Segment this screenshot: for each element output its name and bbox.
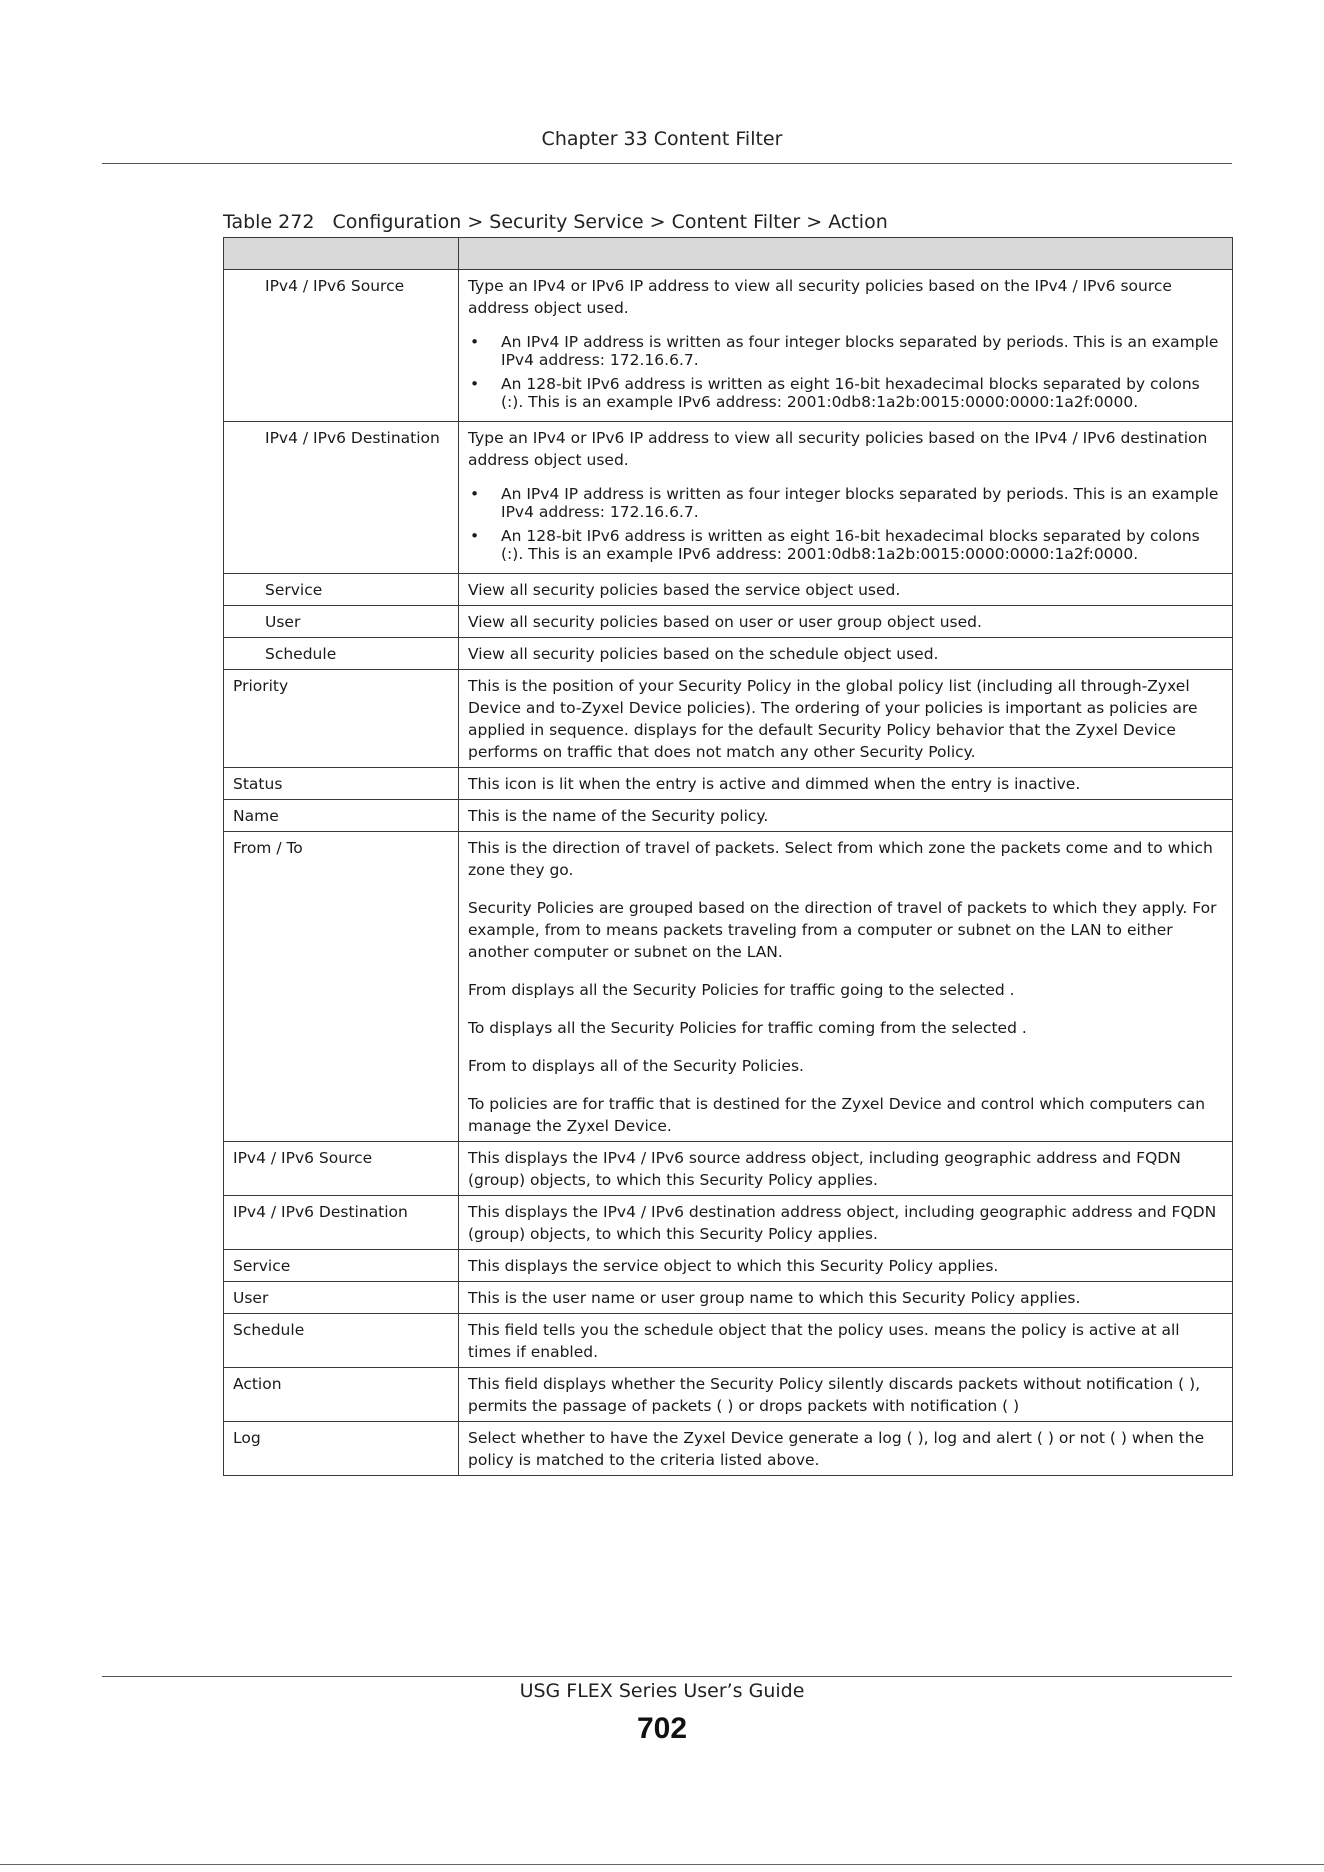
description-text: This is the position of your Security Policy in the global policy list (including all through-Zyxel Device and to-Zyxel Device policies). The ordering of your policies is important as policies are applied in sequence. displays for the default Security Policy behavior that the Zyxel Device performs on traffic that does not match any other Security Policy. bbox=[468, 677, 1198, 761]
row-label: Name bbox=[224, 800, 459, 832]
row-label: Schedule bbox=[224, 1314, 459, 1368]
table-caption-title: Configuration > Security Service > Content Filter > Action bbox=[332, 211, 888, 233]
table-row bbox=[224, 1142, 1233, 1196]
table-row bbox=[224, 832, 1233, 1142]
table-row bbox=[224, 574, 1233, 606]
footer-divider bbox=[102, 1676, 1232, 1677]
description-text: This is the name of the Security policy. bbox=[468, 807, 769, 825]
row-label: IPv4 / IPv6 Source bbox=[224, 1142, 459, 1196]
row-label: Priority bbox=[224, 670, 459, 768]
row-label: IPv4 / IPv6 Destination bbox=[224, 422, 459, 574]
row-label: Log bbox=[224, 1422, 459, 1476]
table-row bbox=[224, 1314, 1233, 1368]
row-label: IPv4 / IPv6 Destination bbox=[224, 1196, 459, 1250]
table-row bbox=[224, 422, 1233, 574]
table-row bbox=[224, 800, 1233, 832]
description-text: This is the direction of travel of packets. Select from which zone the packets come and to which zone they go. bbox=[468, 839, 1213, 879]
description-text: Type an IPv4 or IPv6 IP address to view all security policies based on the IPv4 / IPv6 source address object used. bbox=[468, 277, 1172, 317]
row-label: From / To bbox=[224, 832, 459, 1142]
row-label: Service bbox=[224, 574, 459, 606]
bullet-item: • An IPv4 IP address is written as four integer blocks separated by periods. This is an example IPv4 address: 172.16.6.7. bbox=[468, 485, 1223, 521]
row-description bbox=[459, 270, 1233, 422]
bullet-list bbox=[468, 485, 1223, 563]
row-description bbox=[459, 638, 1233, 670]
row-description bbox=[459, 1282, 1233, 1314]
bullet-list bbox=[468, 333, 1223, 411]
description-text: View all security policies based on the schedule object used. bbox=[468, 645, 939, 663]
bullet-item: • An 128-bit IPv6 address is written as eight 16-bit hexadecimal blocks separated by colons (:). This is an example IPv6 address: 2001:0db8:1a2b:0015:0000:0000:1a2f:0000. bbox=[468, 375, 1223, 411]
description-text: View all security policies based on user or user group object used. bbox=[468, 613, 982, 631]
row-description bbox=[459, 1250, 1233, 1282]
row-description bbox=[459, 1314, 1233, 1368]
row-description bbox=[459, 422, 1233, 574]
bullet-item: • An 128-bit IPv6 address is written as eight 16-bit hexadecimal blocks separated by colons (:). This is an example IPv6 address: 2001:0db8:1a2b:0015:0000:0000:1a2f:0000. bbox=[468, 527, 1223, 563]
description-text: This displays the IPv4 / IPv6 destination address object, including geographic address and FQDN (group) objects, to which this Security Policy applies. bbox=[468, 1203, 1217, 1243]
table-row bbox=[224, 606, 1233, 638]
bottom-edge-line bbox=[0, 1864, 1324, 1865]
table-row bbox=[224, 1196, 1233, 1250]
description-text: Type an IPv4 or IPv6 IP address to view all security policies based on the IPv4 / IPv6 destination address object used. bbox=[468, 429, 1208, 469]
row-description bbox=[459, 606, 1233, 638]
header-divider bbox=[102, 163, 1232, 164]
description-text: From to displays all of the Security Policies. bbox=[468, 1057, 804, 1075]
table-row bbox=[224, 638, 1233, 670]
header-cell-label bbox=[224, 238, 459, 270]
description-text: This field displays whether the Security Policy silently discards packets without notification ( ), permits the passage of packets ( ) or drops packets with notification ( ) bbox=[468, 1375, 1201, 1415]
row-label: Schedule bbox=[224, 638, 459, 670]
table-caption-number: Table 272 bbox=[223, 211, 315, 233]
table-caption bbox=[223, 211, 888, 233]
description-text: View all security policies based the service object used. bbox=[468, 581, 901, 599]
table-row bbox=[224, 768, 1233, 800]
page-number: 702 bbox=[636, 1712, 688, 1745]
description-text: This field tells you the schedule object that the policy uses. means the policy is active at all times if enabled. bbox=[468, 1321, 1180, 1361]
table-header-row bbox=[224, 238, 1233, 270]
table-row bbox=[224, 1368, 1233, 1422]
reference-table bbox=[223, 237, 1233, 1476]
row-description bbox=[459, 1368, 1233, 1422]
row-description bbox=[459, 768, 1233, 800]
row-description bbox=[459, 832, 1233, 1142]
row-label: Action bbox=[224, 1368, 459, 1422]
table-row bbox=[224, 1422, 1233, 1476]
table-row bbox=[224, 1250, 1233, 1282]
description-text: To displays all the Security Policies for traffic coming from the selected . bbox=[468, 1019, 1027, 1037]
chapter-header: Chapter 33 Content Filter bbox=[541, 128, 783, 150]
row-description bbox=[459, 574, 1233, 606]
row-description bbox=[459, 1196, 1233, 1250]
description-text: This displays the IPv4 / IPv6 source address object, including geographic address and FQDN (group) objects, to which this Security Policy applies. bbox=[468, 1149, 1181, 1189]
row-label: IPv4 / IPv6 Source bbox=[224, 270, 459, 422]
row-description bbox=[459, 800, 1233, 832]
row-label: User bbox=[224, 1282, 459, 1314]
bullet-item: • An IPv4 IP address is written as four integer blocks separated by periods. This is an example IPv4 address: 172.16.6.7. bbox=[468, 333, 1223, 369]
description-text: Select whether to have the Zyxel Device generate a log ( ), log and alert ( ) or not ( ) when the policy is matched to the criteria listed above. bbox=[468, 1429, 1205, 1469]
description-text: Security Policies are grouped based on the direction of travel of packets to which they apply. For example, from to means packets traveling from a computer or subnet on the LAN to either another computer or subnet on the LAN. bbox=[468, 899, 1217, 961]
row-label: Service bbox=[224, 1250, 459, 1282]
description-text: This is the user name or user group name to which this Security Policy applies. bbox=[468, 1289, 1081, 1307]
description-text: To policies are for traffic that is destined for the Zyxel Device and control which computers can manage the Zyxel Device. bbox=[468, 1095, 1206, 1135]
row-description bbox=[459, 1422, 1233, 1476]
table-row bbox=[224, 1282, 1233, 1314]
table-row bbox=[224, 270, 1233, 422]
footer-guide-title: USG FLEX Series User’s Guide bbox=[519, 1680, 805, 1702]
description-text: From displays all the Security Policies for traffic going to the selected . bbox=[468, 981, 1015, 999]
header-cell-description bbox=[459, 238, 1233, 270]
row-description bbox=[459, 1142, 1233, 1196]
row-label: User bbox=[224, 606, 459, 638]
row-label: Status bbox=[224, 768, 459, 800]
table-row bbox=[224, 670, 1233, 768]
description-text: This displays the service object to which this Security Policy applies. bbox=[468, 1257, 999, 1275]
description-text: This icon is lit when the entry is active and dimmed when the entry is inactive. bbox=[468, 775, 1081, 793]
row-description bbox=[459, 670, 1233, 768]
